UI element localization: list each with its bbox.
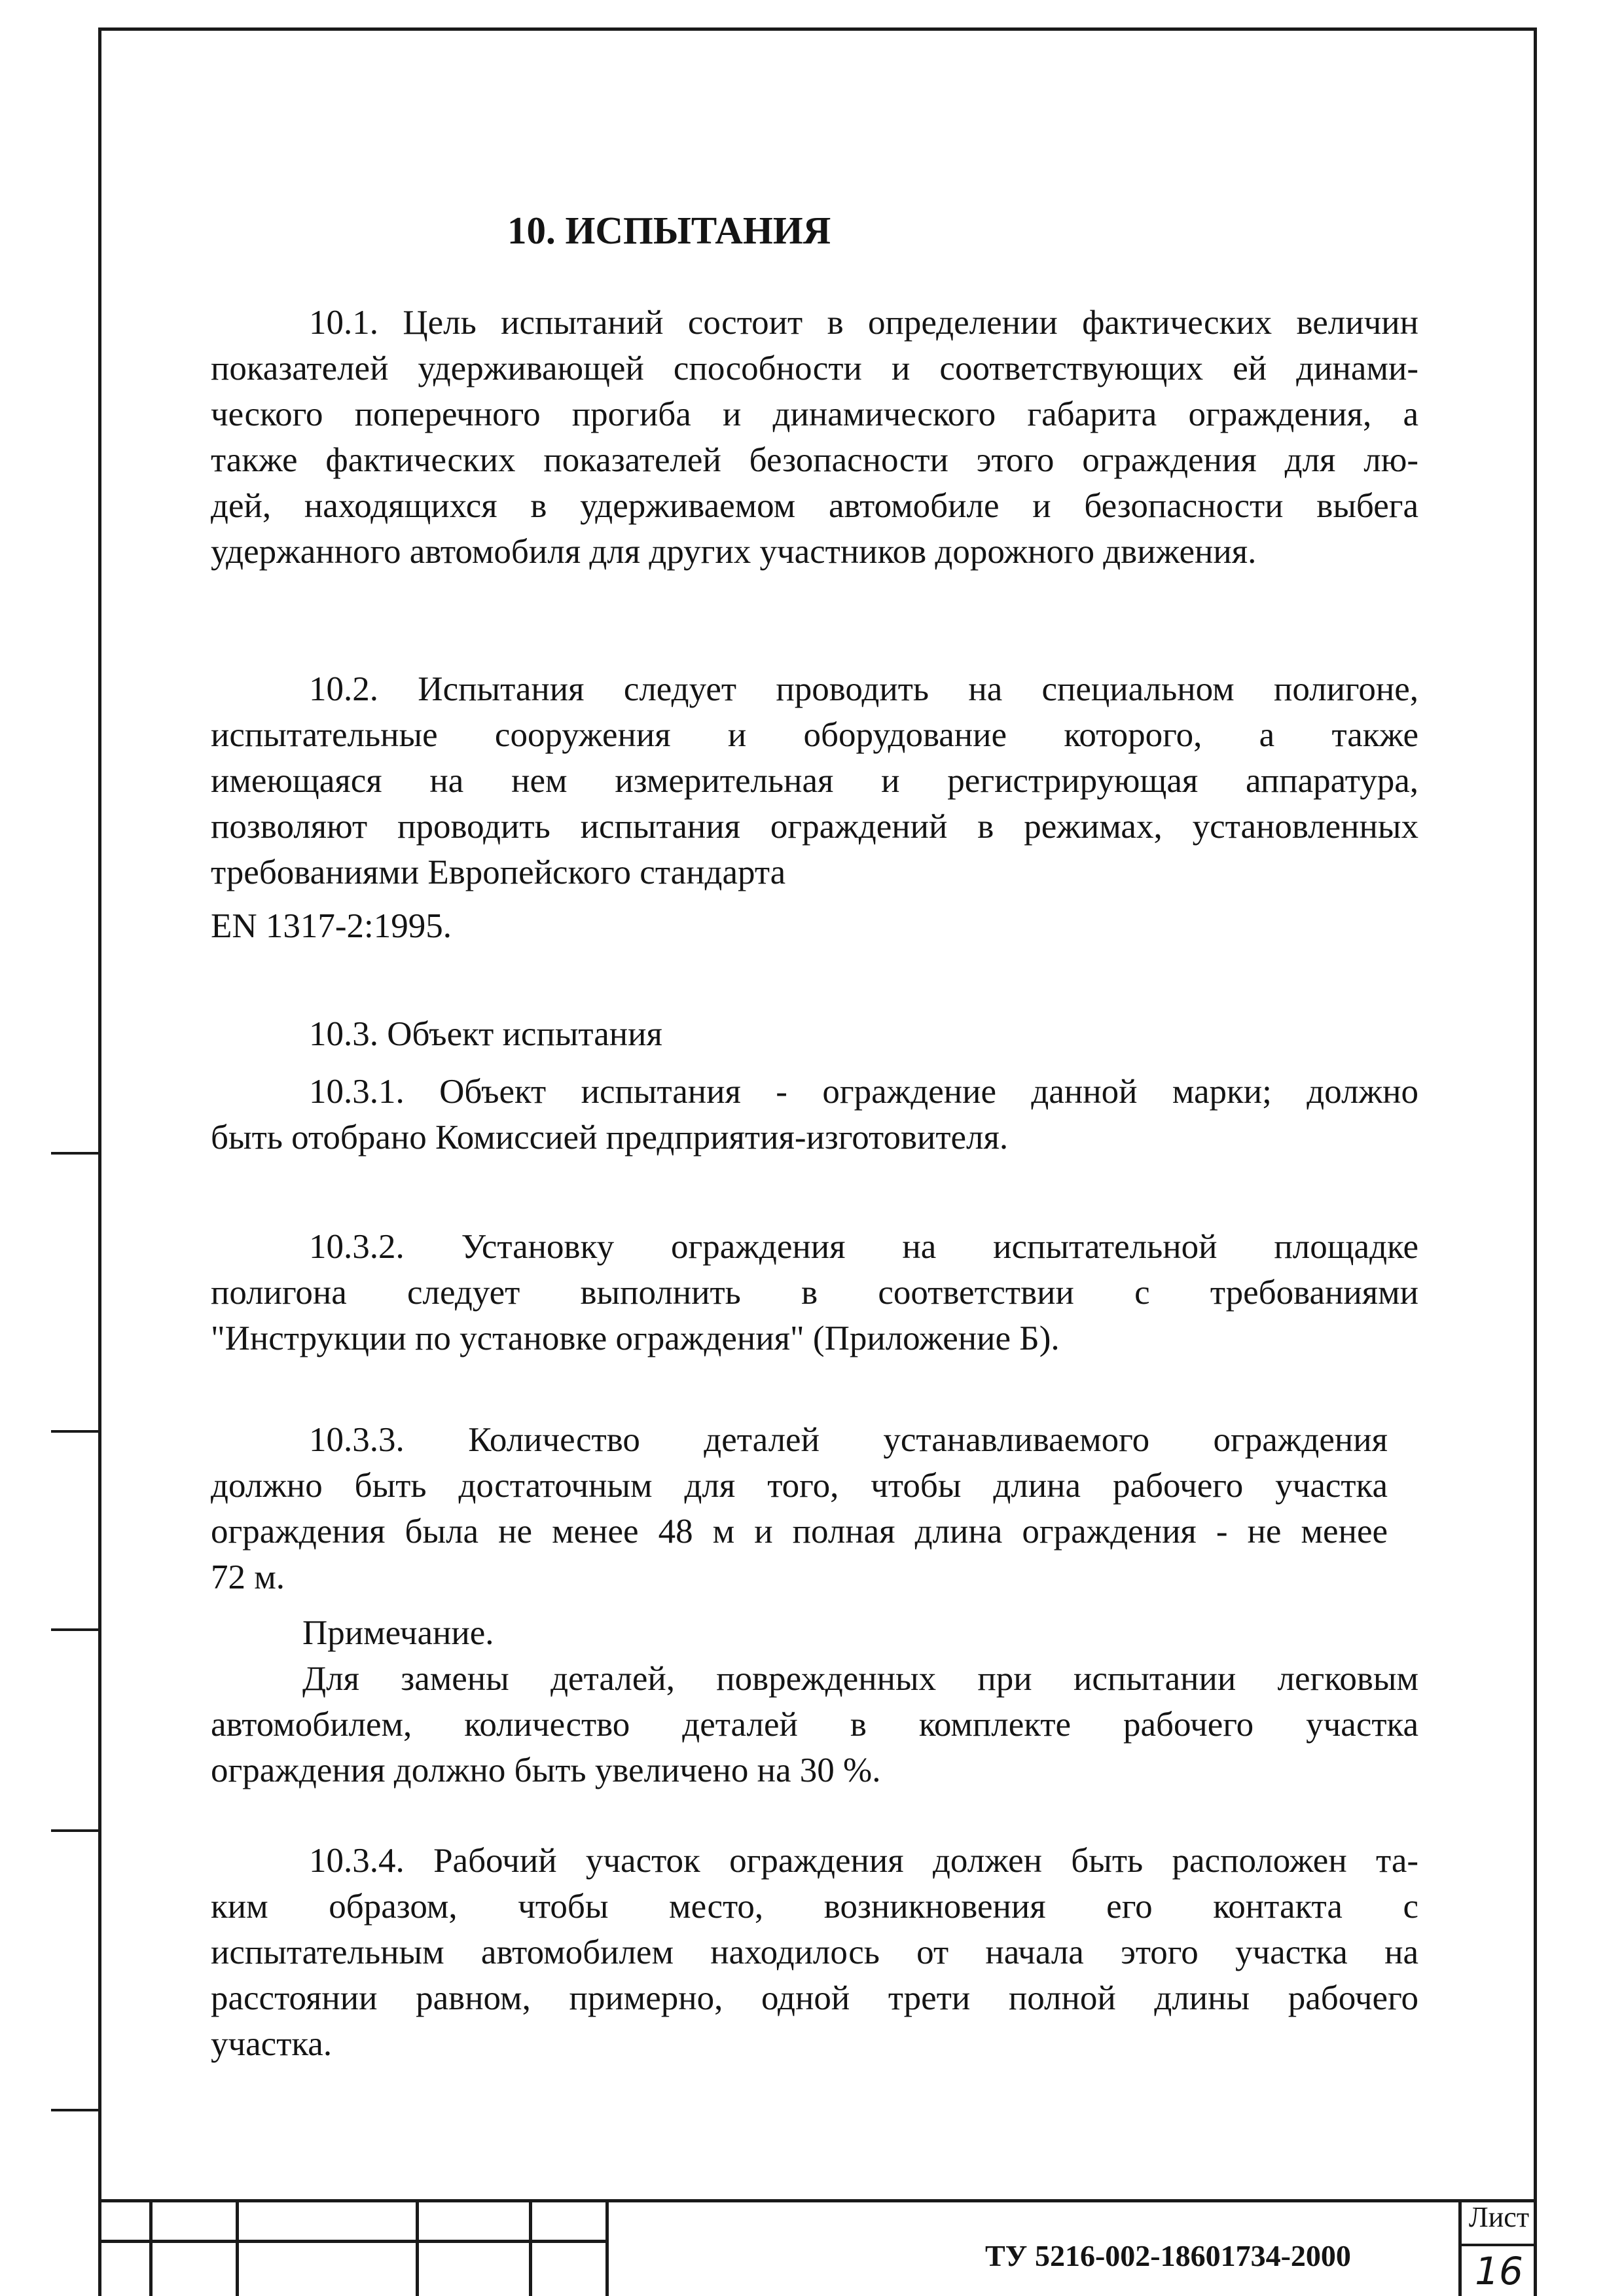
margin-tick <box>51 1430 99 1433</box>
paragraph-10-1: 10.1. Цель испытаний состоит в определении фактических величин показателей удерживающей способности и соответствующих ей динами- ческого поперечного прогиба и динамического габарита ограждения, а также фактических показателей безопасности этого ограждения для лю- дей, находящихся в удерживаемом автомобиле и безопасности выбега удержанного автомобиля для других участников дорожного движения. <box>211 304 1418 571</box>
note-heading: Примечание. <box>302 1614 494 1652</box>
margin-tick <box>51 2109 99 2111</box>
stamp-column-line <box>416 2199 419 2296</box>
stamp-border <box>98 2199 1537 2202</box>
paragraph-10-3-4: 10.3.4. Рабочий участок ограждения должен быть расположен та- ким образом, чтобы место, возникновения его контакта с испытательным автомобилем находилось от начала этого участка на расстоянии равном, примерно, одной трети полной длины рабочего участка. <box>211 1842 1418 2063</box>
margin-tick <box>51 1628 99 1631</box>
document-code: ТУ 5216-002-18601734-2000 <box>985 2239 1351 2272</box>
stamp-column-line <box>529 2199 532 2296</box>
sheet-number: 16 <box>1475 2249 1523 2293</box>
paragraph-10-3-3: 10.3.3. Количество деталей устанавливаемого ограждения должно быть достаточным для того, чтобы длина рабочего участка ограждения была не менее 48 м и полная длина ограждения - не менее 72 м. <box>211 1421 1388 1596</box>
stamp-column-line <box>236 2199 239 2296</box>
sheet-label: Лист <box>1468 2201 1530 2233</box>
margin-tick <box>51 1152 99 1155</box>
paragraph-10-3: 10.3. Объект испытания <box>309 1015 662 1053</box>
paragraph-10-3-2: 10.3.2. Установку ограждения на испытательной площадке полигона следует выполнить в соответствии с требованиями "Инструкции по установке ограждения" (Приложение Б). <box>211 1228 1418 1357</box>
stamp-column-line <box>149 2199 153 2296</box>
sheet-box-divider <box>1458 2244 1537 2246</box>
note-block: Примечание. Для замены деталей, поврежденных при испытании легковым автомобилем, количество деталей в комплекте рабочего участка ограждения должно быть увеличено на 30 %. <box>211 1610 1418 1793</box>
stamp-column-line <box>605 2199 609 2296</box>
margin-tick <box>51 1829 99 1832</box>
paragraph-10-2: 10.2. Испытания следует проводить на специальном полигоне, испытательные сооружения и оборудование которого, а также имеющаяся на нем измерительная и регистрирующая аппаратура, позволяют проводить испытания ограждений в режимах, установленных требованиями Европейского стандарта EN 1317-2:1995. <box>211 670 1418 945</box>
section-title: 10. ИСПЫТАНИЯ <box>507 209 831 252</box>
stamp-row-divider <box>98 2240 609 2243</box>
paragraph-10-3-1: 10.3.1. Объект испытания - ограждение данной марки; должно быть отобрано Комиссией предприятия-изготовителя. <box>211 1073 1418 1157</box>
